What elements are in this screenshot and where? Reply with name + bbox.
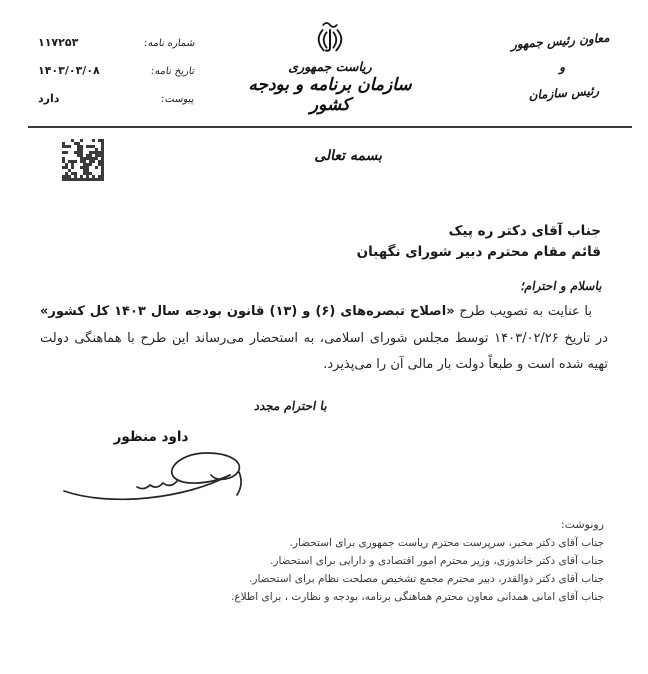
body-text-lead: با عنایت به تصویب طرح: [454, 304, 593, 319]
letterhead: [230, 18, 430, 115]
cc-label: رونوشت:: [560, 518, 604, 531]
sender-title-line2: و: [558, 59, 566, 75]
besmele-text: بسمه تعالی: [313, 148, 383, 164]
letter-meta: [38, 36, 194, 120]
cc-item-3: جناب آقای دکتر ذوالقدر، دبیر محترم مجمع تشخیص مصلحت نظام برای استحضار.: [249, 573, 604, 585]
signature-scribble: [60, 445, 252, 509]
body-text-rest: در تاریخ ۱۴۰۳/۰۲/۲۶ توسط مجلس شورای اسلامی، به استحضار می‌رساند این طرح با هماهنگی دولت تهیه شده است و طبعاً دولت بار مالی آن را می‌پذیرد.: [40, 330, 608, 372]
signer-name: داود منظور: [113, 429, 189, 445]
cc-item-1: جناب آقای دکتر مخبر، سرپرست محترم ریاست جمهوری برای استحضار.: [289, 537, 604, 549]
letter-date-label: تاریخ نامه:: [150, 66, 195, 77]
salutation-text: باسلام و احترام؛: [519, 279, 602, 293]
cc-item-4: جناب آقای امانی همدانی معاون محترم هماهنگی برنامه، بودجه و نظارت ، برای اطلاع.: [231, 591, 604, 603]
iran-emblem-icon: [313, 18, 347, 58]
letter-number-label: شماره نامه:: [143, 38, 195, 49]
attachment-row: [38, 92, 194, 120]
addressee-block: [357, 221, 601, 263]
attachment-value: دارد: [38, 92, 60, 105]
organization-title: سازمان برنامه و بودجه کشور: [248, 75, 412, 115]
letter-date-value: ۱۴۰۳/۰۳/۰۸: [38, 64, 100, 77]
sender-title-line3: رئیس سازمان: [528, 83, 600, 103]
body-paragraph: [40, 299, 608, 379]
addressee-name: جناب آقای دکتر ره پیک: [448, 223, 601, 239]
sender-title-line1: معاون رئیس جمهور: [510, 30, 610, 52]
closing-text: با احترام مجدد: [252, 399, 328, 413]
sender-title-block: [492, 23, 631, 110]
letter-number-row: [38, 36, 194, 64]
qr-pattern: [62, 139, 104, 181]
qr-code-icon: [62, 139, 104, 181]
cc-item-2: جناب آقای دکتر خاندوزی، وزیر محترم امور اقتصادی و دارایی برای استحضار.: [270, 555, 604, 567]
attachment-label: پیوست:: [160, 94, 195, 105]
header-divider: [28, 126, 632, 128]
letter-number-value: ۱۱۷۲۵۳: [38, 36, 79, 49]
body-text-bill-title: «اصلاح تبصره‌های (۶) و (۱۳) قانون بودجه سال ۱۴۰۳ کل کشور»: [40, 304, 455, 319]
addressee-role: قائم مقام محترم دبیر شورای نگهبان: [356, 244, 601, 260]
letter-date-row: [38, 64, 194, 92]
cc-block: [231, 516, 604, 606]
presidency-title: ریاست جمهوری: [288, 59, 372, 74]
